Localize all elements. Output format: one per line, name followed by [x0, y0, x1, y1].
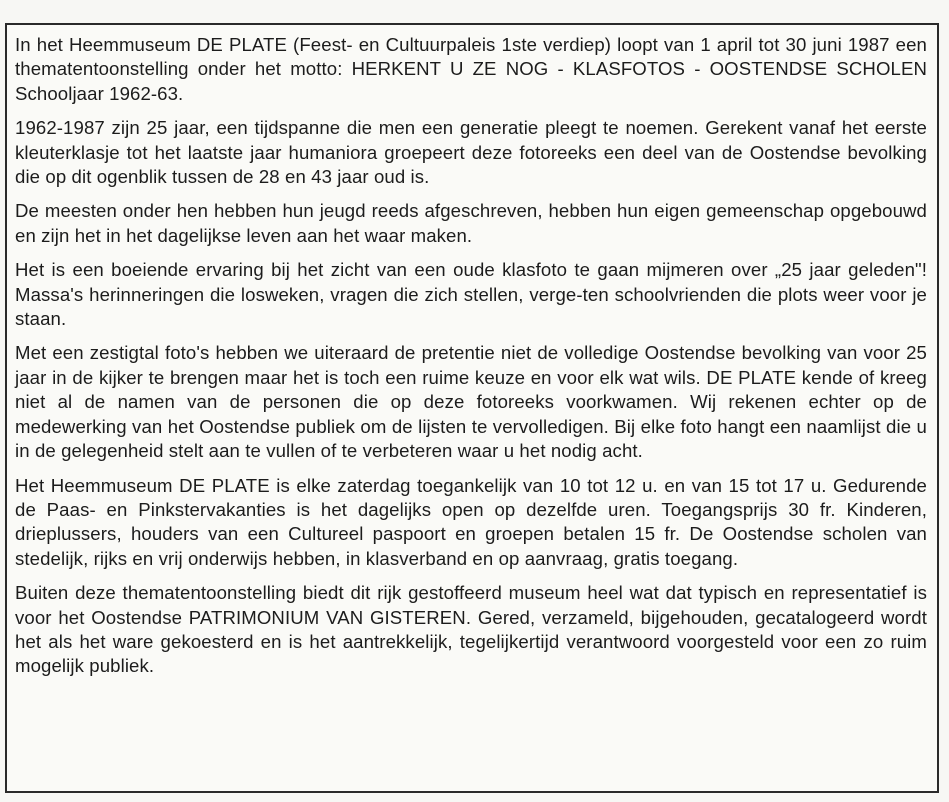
paragraph-5: Met een zestigtal foto's hebben we uiteraard de pretentie niet de volledige Oostendse bevolking van voor 25 jaar in de kijker te brengen maar het is toch een ruime keuze en voor elk wat wils. DE PLATE kende of kreeg niet al de namen van de personen die op deze fotoreeks voorkwamen. Wij rekenen echter op de medewerking van het Oostendse publiek om de lijsten te vervolledigen. Bij elke foto hangt een naamlijst die u in de gelegenheid stelt aan te vullen of te verbeteren waar u het nodig acht.: [15, 342, 927, 462]
article-frame: [5, 23, 939, 793]
paragraph-4: Het is een boeiende ervaring bij het zicht van een oude klasfoto te gaan mijmeren over „25 jaar geleden"! Massa's herinneringen die losweken, vragen die zich stellen, verge-ten schoolvrienden die plots weer voor je staan.: [15, 259, 927, 330]
article-body: [15, 33, 927, 689]
paragraph-6: Het Heemmuseum DE PLATE is elke zaterdag toegankelijk van 10 tot 12 u. en van 15 tot 17 u. Gedurende de Paas- en Pinkstervakanties is het dagelijks open op dezelfde uren. Toegangsprijs 30 fr. Kinderen, drieplussers, houders van een Cultureel paspoort en groepen betalen 15 fr. De Oostendse scholen van stedelijk, rijks en vrij onderwijs hebben, in klasverband en op aanvraag, gratis toegang.: [15, 474, 927, 569]
paragraph-2: 1962-1987 zijn 25 jaar, een tijdspanne die men een generatie pleegt te noemen. Gerekent vanaf het eerste kleuterklasje tot het laatste jaar humaniora groepeert deze fotoreeks een deel van de Oostendse bevolking die op dit ogenblik tussen de 28 en 43 jaar oud is.: [15, 117, 927, 188]
paragraph-7: Buiten deze thematentoonstelling biedt dit rijk gestoffeerd museum heel wat dat typisch en representatief is voor het Oostendse PATRIMONIUM VAN GISTEREN. Gered, verzameld, bijgehouden, gecatalogeerd wordt het als het ware gekoesterd en is het aantrekkelijk, tegelijkertijd verantwoord voorgesteld voor een zo ruim mogelijk publiek.: [15, 582, 927, 677]
paragraph-1: In het Heemmuseum DE PLATE (Feest- en Cultuurpaleis 1ste verdiep) loopt van 1 april tot 30 juni 1987 een thematentoonstelling onder het motto: HERKENT U ZE NOG - KLASFOTOS - OOSTENDSE SCHOLEN Schooljaar 1962-63.: [15, 34, 927, 104]
paragraph-3: De meesten onder hen hebben hun jeugd reeds afgeschreven, hebben hun eigen gemeenschap opgebouwd en zijn het in het dagelijkse leven aan het waar maken.: [15, 200, 927, 246]
